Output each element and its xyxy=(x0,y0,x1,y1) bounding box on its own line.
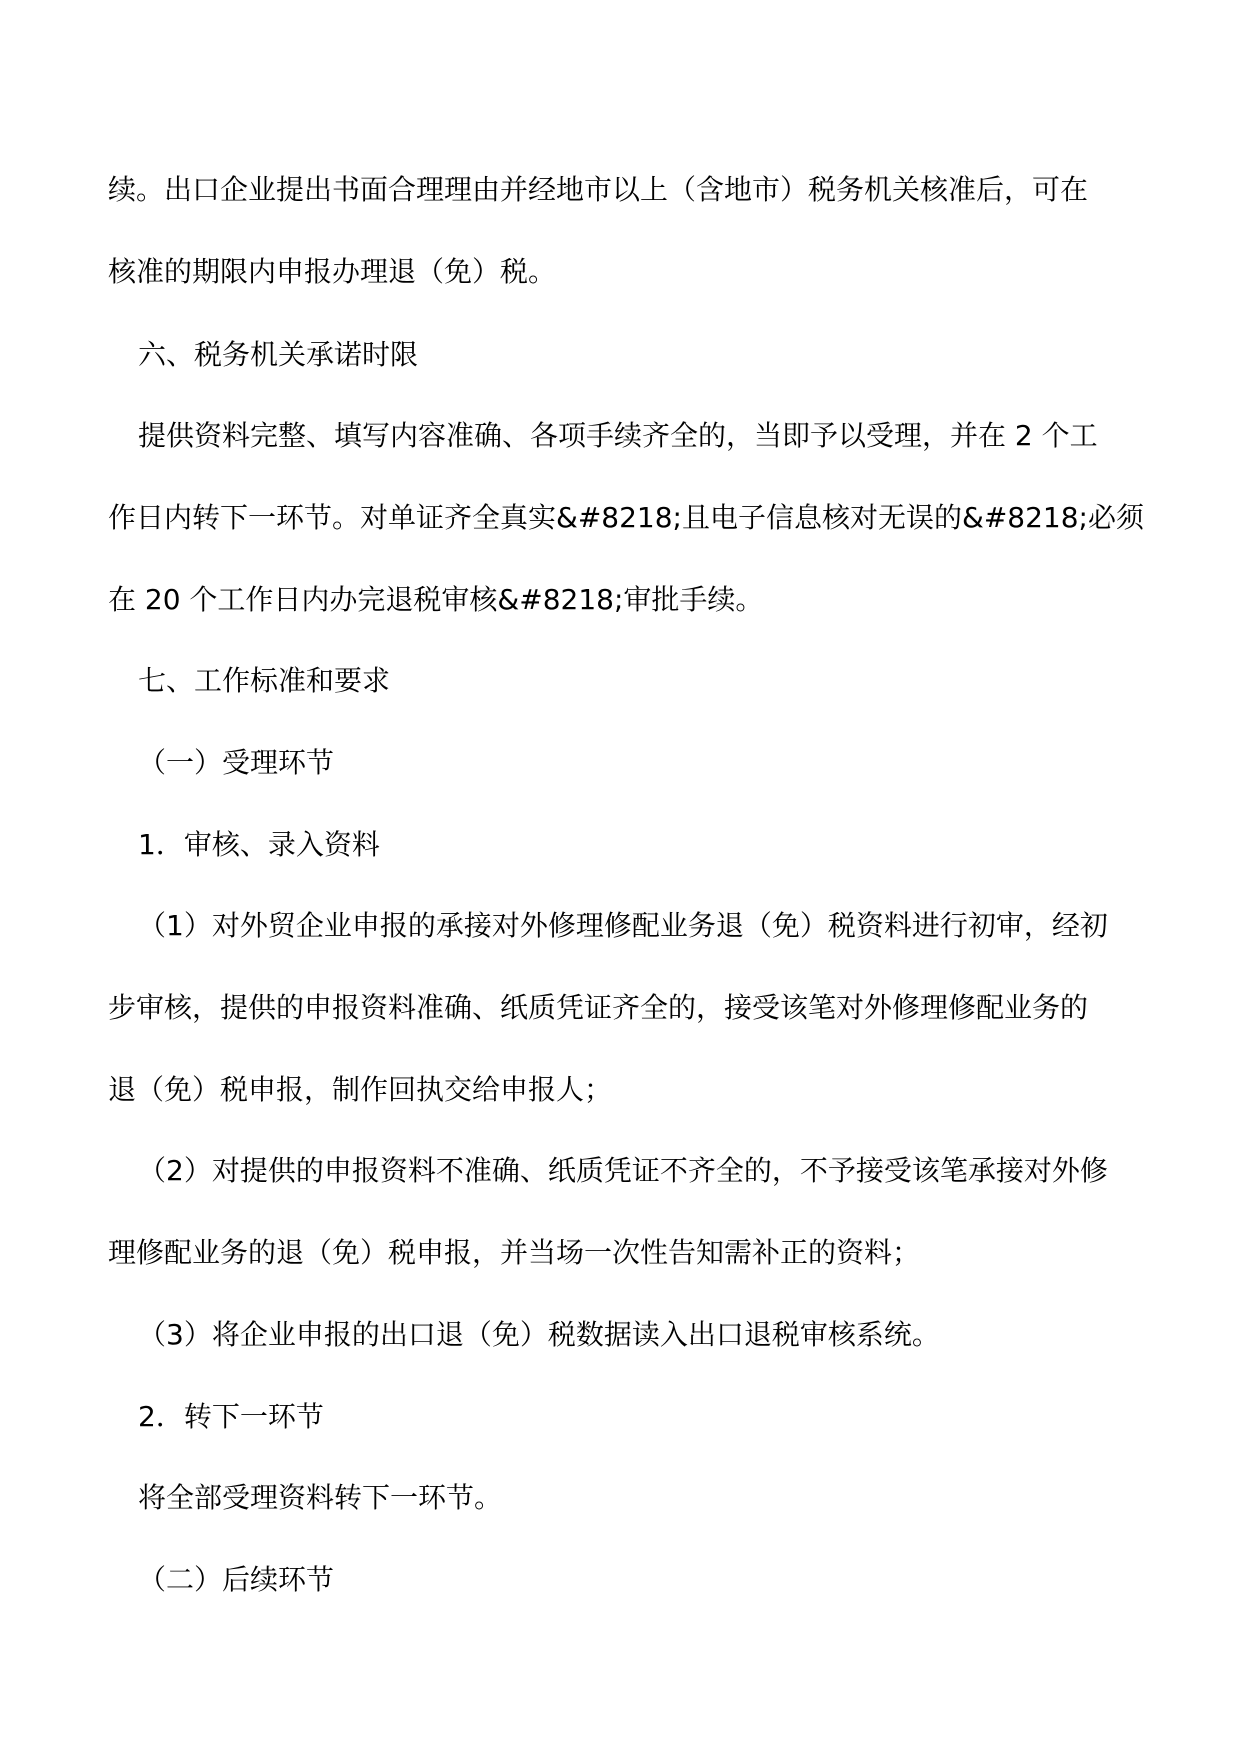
paragraph-line: （3）将企业申报的出口退（免）税数据读入出口退税审核系统。 xyxy=(138,1318,940,1351)
paragraph-line: 步审核，提供的申报资料准确、纸质凭证齐全的，接受该笔对外修理修配业务的 xyxy=(108,991,1089,1024)
paragraph-line: 提供资料完整、填写内容准确、各项手续齐全的，当即予以受理，并在 2 个工 xyxy=(138,419,1098,452)
paragraph-line: 作日内转下一环节。对单证齐全真实&#8218;且电子信息核对无误的&#8218;必须 xyxy=(108,501,1144,534)
paragraph-line: 续。出口企业提出书面合理理由并经地市以上（含地市）税务机关核准后，可在 xyxy=(108,173,1089,206)
item-heading: 2．转下一环节 xyxy=(138,1400,324,1433)
paragraph-line: 核准的期限内申报办理退（免）税。 xyxy=(108,255,557,288)
paragraph-line: （1）对外贸企业申报的承接对外修理修配业务退（免）税资料进行初审，经初 xyxy=(138,909,1108,942)
subsection-heading: （一）受理环节 xyxy=(138,746,335,779)
paragraph-line: 理修配业务的退（免）税申报，并当场一次性告知需补正的资料； xyxy=(108,1236,921,1269)
paragraph-line: （2）对提供的申报资料不准确、纸质凭证不齐全的，不予接受该笔承接对外修 xyxy=(138,1154,1108,1187)
section-heading: 六、税务机关承诺时限 xyxy=(138,338,419,371)
subsection-heading: （二）后续环节 xyxy=(138,1563,335,1596)
section-heading: 七、工作标准和要求 xyxy=(138,664,391,697)
paragraph-line: 退（免）税申报，制作回执交给申报人； xyxy=(108,1073,613,1106)
item-heading: 1．审核、录入资料 xyxy=(138,828,380,861)
paragraph-line: 在 20 个工作日内办完退税审核&#8218;审批手续。 xyxy=(108,583,764,616)
paragraph-line: 将全部受理资料转下一环节。 xyxy=(138,1481,503,1514)
